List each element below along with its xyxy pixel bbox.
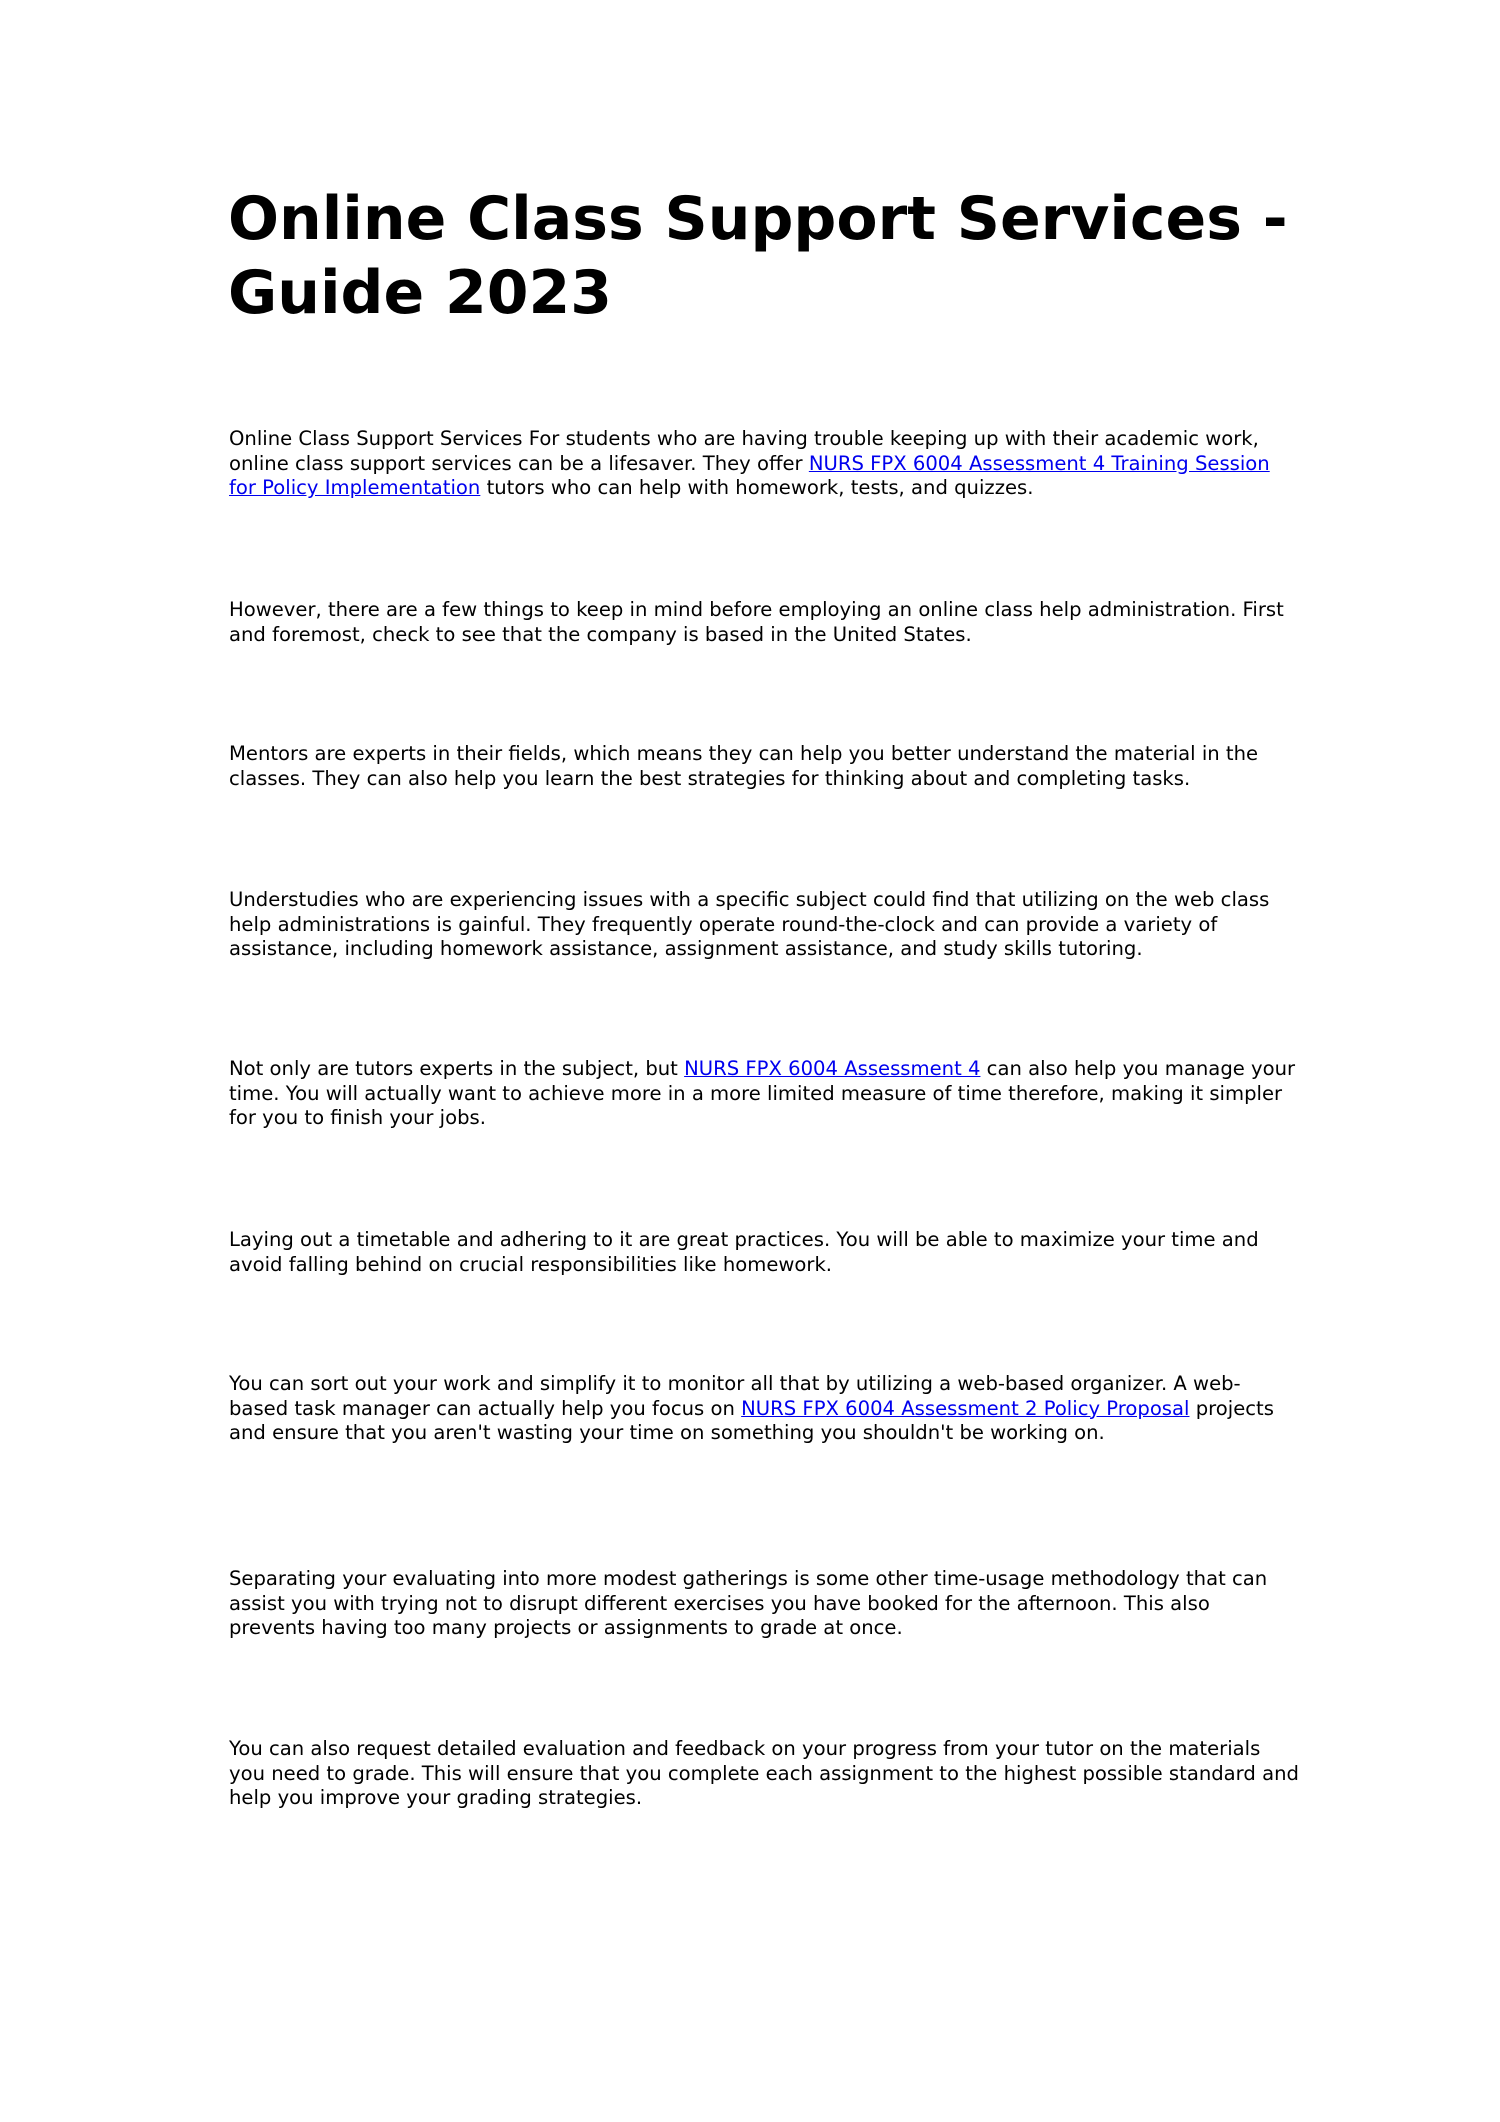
- paragraph-tutors: [229, 1057, 1299, 1131]
- paragraph-organizer: [229, 1372, 1299, 1446]
- paragraph-text: Not only are tutors experts in the subject, but: [229, 1057, 685, 1080]
- paragraph-text: can also help you manage your time. You will actually want to achieve more in a more limited measure of time therefore, making it simpler for you to finish your jobs.: [229, 1057, 1296, 1130]
- paragraph-text: projects and ensure that you aren't wasting your time on something you shouldn't be working on.: [229, 1396, 1274, 1445]
- paragraph: You can also request detailed evaluation and feedback on your progress from your tutor on the materials you need to grade. This will ensure that you complete each assignment to the highest possible standard and help you improve your grading strategies.: [229, 1737, 1299, 1810]
- paragraph-text: tutors who can help with homework, tests, and quizzes.: [480, 476, 1034, 500]
- paragraph: Understudies who are experiencing issues with a specific subject could find that utilizing on the web class help administrations is gainful. They frequently operate round-the-clock and can provide a variety of assistance, including homework assistance, assignment assistance, and study skills tutoring.: [229, 888, 1270, 961]
- paragraph: Laying out a timetable and adhering to it are great practices. You will be able to maximize your time and avoid falling behind on crucial responsibilities like homework.: [229, 1228, 1259, 1276]
- paragraph-text: You can sort out your work and simplify it to monitor all that by utilizing a web-based organizer. A web-based task manager can actually help you focus on: [229, 1372, 1241, 1420]
- paragraph: However, there are a few things to keep in mind before employing an online class help administration. First and foremost, check to see that the company is based in the United States.: [229, 598, 1284, 646]
- link-assessment-2-policy-proposal[interactable]: NURS FPX 6004 Assessment 2 Policy Proposal: [741, 1396, 1190, 1420]
- link-assessment-4[interactable]: NURS FPX 6004 Assessment 4: [684, 1057, 981, 1080]
- paragraph-text: Online Class Support Services For students who are having trouble keeping up with their academic work, online class support services can be a lifesaver. They offer: [229, 427, 1259, 475]
- page-title: Online Class Support Services - Guide 2023: [228, 184, 1288, 328]
- link-assessment-4-training[interactable]: NURS FPX 6004 Assessment 4 Training Session for Policy Implementation: [229, 451, 1270, 500]
- paragraph: Separating your evaluating into more modest gatherings is some other time-usage methodology that can assist you with trying not to disrupt different exercises you have booked for the afternoon. This also prevents having too many projects or assignments to grade at once.: [229, 1567, 1268, 1640]
- paragraph-intro: [229, 427, 1299, 501]
- paragraph: Mentors are experts in their fields, which means they can help you better understand the material in the classes. They can also help you learn the best strategies for thinking about and completing tasks.: [229, 742, 1259, 790]
